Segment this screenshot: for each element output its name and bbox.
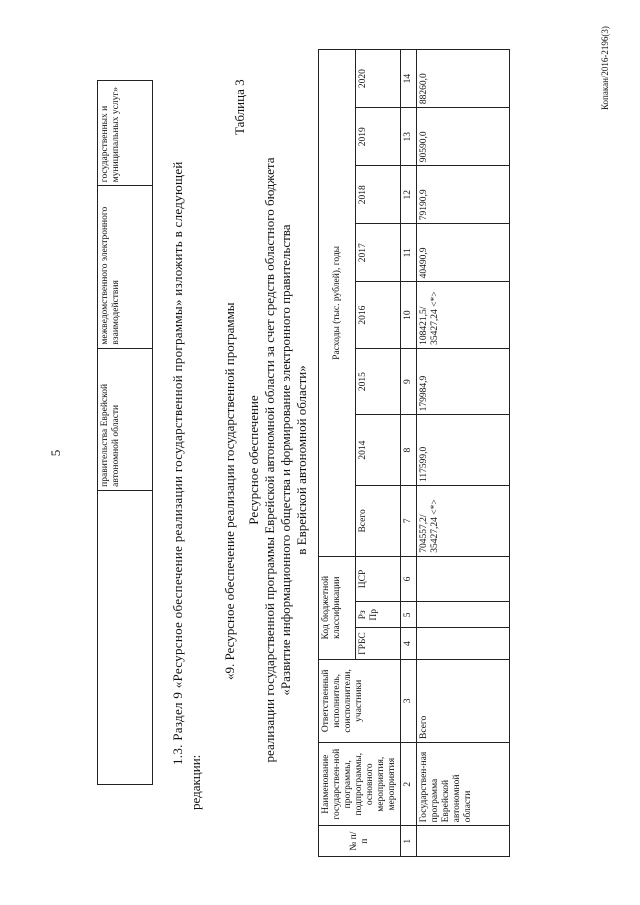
header-total: Всего — [356, 486, 401, 557]
column-number: 3 — [401, 659, 417, 742]
header-name: Наименование государствен-ной программы, подпрограммы, основного мероприятия, мероприятия — [319, 743, 401, 826]
footer-code: Копакан/2016-2196(3) — [600, 26, 610, 110]
table-row — [417, 50, 510, 857]
column-number: 11 — [401, 224, 417, 282]
top-table-cell: межведомственного электронного взаимодействия — [98, 186, 153, 348]
row-grbs — [417, 628, 510, 659]
header-expenses-group: Расходы (тыс. рублей), годы — [319, 50, 356, 557]
header-row — [319, 50, 356, 857]
title-line: Ресурсное обеспечение — [246, 395, 261, 525]
header-year: 2020 — [356, 50, 401, 108]
row-value: 179984,9 — [417, 348, 510, 415]
column-number: 4 — [401, 628, 417, 659]
row-num — [417, 826, 510, 857]
title-line: реализации государственной программы Еврейской автономной области за счет средств областного бюджета — [262, 157, 277, 763]
section-text-line1: 1.3. Раздел 9 «Ресурсное обеспечение реализации государственной программы» изложить в следующей — [170, 161, 185, 765]
top-table — [97, 80, 153, 785]
header-num: № п/п — [319, 826, 401, 857]
header-year: 2015 — [356, 348, 401, 415]
header-year: 2016 — [356, 282, 401, 349]
resource-table — [318, 49, 510, 857]
header-year: 2018 — [356, 166, 401, 224]
column-number: 8 — [401, 415, 417, 486]
row-value: 90590,0 — [417, 108, 510, 166]
header-code-group: Код бюджетной классификации — [319, 556, 356, 659]
column-number: 10 — [401, 282, 417, 349]
row-total: 704557,2/ 35427,24 <*> — [417, 486, 510, 557]
row-executor: Всего — [417, 659, 510, 742]
column-number: 5 — [401, 602, 417, 628]
column-number: 2 — [401, 743, 417, 826]
section-heading: «9. Ресурсное обеспечение реализации государственной программы — [222, 302, 237, 680]
row-value: 40490,9 — [417, 224, 510, 282]
top-table-cell: государственных и муниципальных услуг» — [98, 81, 153, 186]
top-table-cell — [98, 490, 153, 784]
column-number: 14 — [401, 50, 417, 108]
row-rzpr — [417, 602, 510, 628]
column-number-row — [401, 50, 417, 857]
column-number: 12 — [401, 166, 417, 224]
title-line: «Развитие информационного общества и формирование электронного правительства — [278, 224, 293, 696]
row-value: 88260,0 — [417, 50, 510, 108]
header-executor: Ответственный исполнитель, соисполнители, участники — [319, 659, 401, 742]
column-number: 7 — [401, 486, 417, 557]
header-year: 2017 — [356, 224, 401, 282]
title-line: в Еврейской автономной области» — [294, 365, 309, 555]
header-rzpr: Рз Пр — [356, 602, 401, 628]
column-number: 13 — [401, 108, 417, 166]
row-value: 79190,9 — [417, 166, 510, 224]
table-label: Таблица 3 — [232, 79, 247, 135]
header-year: 2014 — [356, 415, 401, 486]
header-csr: ЦСР — [356, 556, 401, 601]
row-value: 108421,5/ 35427,24 <*> — [417, 282, 510, 349]
header-grbs: ГРБС — [356, 628, 401, 659]
header-year: 2019 — [356, 108, 401, 166]
column-number: 6 — [401, 556, 417, 601]
row-value: 117599,0 — [417, 415, 510, 486]
section-text-line2: редакции: — [188, 754, 203, 810]
top-table-cell: правительства Еврейской автономной области — [98, 348, 153, 490]
page-number: 5 — [48, 449, 63, 457]
row-csr — [417, 556, 510, 601]
column-number: 9 — [401, 348, 417, 415]
column-number: 1 — [401, 826, 417, 857]
row-name: Государствен-ная программа Еврейской автономной области — [417, 743, 510, 826]
